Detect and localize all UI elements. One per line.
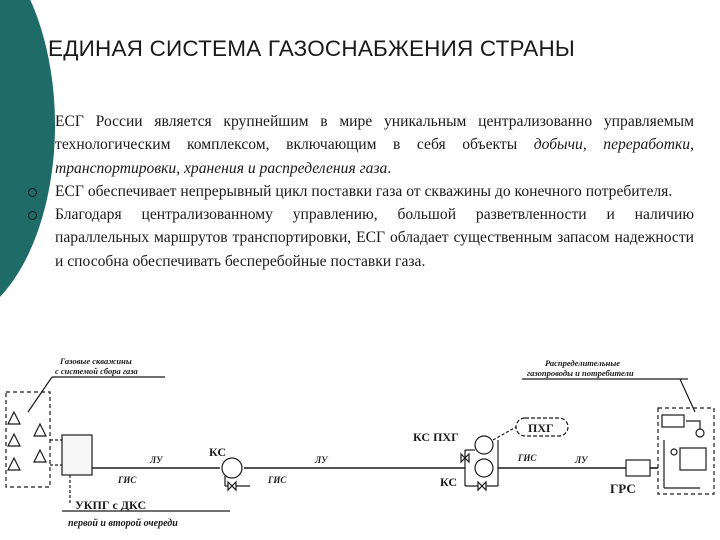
label-ks: КС (440, 475, 458, 489)
bullet-marker-icon (28, 188, 37, 197)
consumer-meter-icon (671, 449, 677, 455)
wells-group (6, 392, 62, 487)
wells-dashed-box (6, 392, 50, 487)
grs-icon (626, 460, 650, 476)
ukpg-building-icon (62, 435, 92, 475)
callout-networks-line2: газопроводы и потребители (527, 368, 634, 378)
consumer-pipe (686, 421, 700, 430)
bullet-text-end: . (387, 159, 392, 177)
callout-networks-line1: Распределительные (545, 358, 620, 368)
bullet-text: ЕСГ России является крупнейшим в мире уникальным централизованно управляемым технологическим комплексом, включающим в себя объекты (55, 113, 694, 154)
label-pkhg: ПХГ (528, 421, 554, 435)
callout-ukpg-line2: первой и второй очереди (68, 518, 178, 529)
ukpg-facility (62, 435, 230, 529)
callout-wells (28, 356, 165, 412)
valve-icon (228, 482, 236, 490)
compressor-icon (475, 436, 493, 454)
callout-wells-line2: с системой сбора газа (55, 366, 138, 376)
callout-networks-leader (680, 379, 695, 412)
ugs-connector (493, 427, 516, 440)
label-grs: ГРС (610, 481, 636, 496)
label-ks: КС (209, 445, 227, 459)
callout-ukpg-line1: УКПГ с ДКС (75, 498, 147, 512)
well-triangle-icon (8, 412, 20, 424)
callout-wells-leader (28, 377, 52, 412)
label-gis: ГИС (518, 453, 537, 463)
bullet-list (28, 110, 694, 273)
label-gis: ГИС (268, 475, 287, 485)
consumer-boiler-icon (696, 429, 704, 437)
label-gis: ГИС (118, 475, 137, 485)
label-ks-pkhg: КС ПХГ (413, 430, 459, 444)
label-lu: ЛУ (150, 455, 163, 465)
consumer-building-icon (662, 415, 684, 427)
gas-supply-diagram (0, 340, 720, 540)
well-triangle-icon (34, 424, 46, 436)
consumer-house-icon (680, 448, 706, 470)
bullet-item (28, 203, 694, 273)
bullet-item (28, 110, 694, 180)
well-triangle-icon (34, 450, 46, 462)
label-lu: ЛУ (575, 455, 588, 465)
bullet-text: Благодаря централизованному управлению, большой разветвленности и наличию параллельных маршрутов транспортировки, ЕСГ обладает существенным запасом надежности и способна обеспечивать бесперебойные поставки газа. (55, 206, 694, 270)
slide-title: ЕДИНАЯ СИСТЕМА ГАЗОСНАБЖЕНИЯ СТРАНЫ (48, 36, 576, 61)
callout-wells-line1: Газовые скважины (60, 356, 132, 366)
well-triangle-icon (8, 458, 20, 470)
valve-icon (478, 482, 486, 490)
label-lu: ЛУ (315, 455, 328, 465)
bullet-item (28, 180, 694, 203)
bullet-text-italic: добычи, переработки, транспортировки, хранения и распределения газа (55, 136, 694, 177)
gas-distribution-station (610, 460, 650, 496)
bullet-marker-icon (28, 211, 37, 220)
compressor-icon (222, 458, 242, 478)
compressor-icon (475, 459, 493, 477)
bullet-text: ЕСГ обеспечивает непрерывный цикл поставки газа от скважины до конечного потребителя. (55, 182, 673, 200)
ugs-compressor-station (413, 418, 568, 490)
well-triangle-icon (8, 434, 20, 446)
